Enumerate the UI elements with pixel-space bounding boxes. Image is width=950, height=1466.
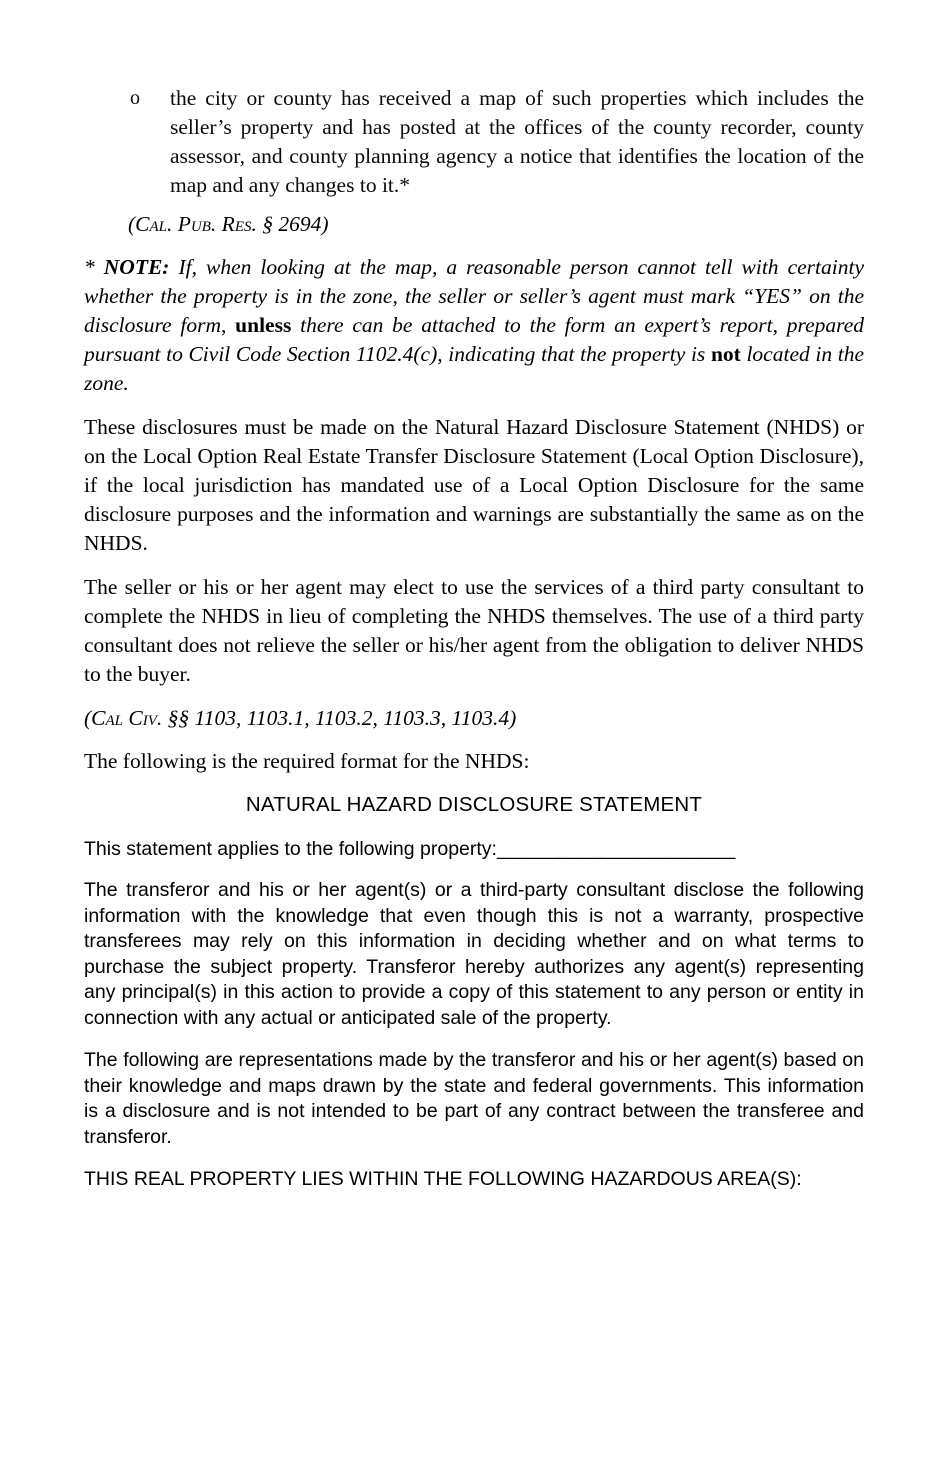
citation-part1-rest: al. [149, 212, 173, 236]
citation-part3-rest: es. [234, 212, 257, 236]
hazard-area-heading: THIS REAL PROPERTY LIES WITHIN THE FOLLOWING HAZARDOUS AREA(S): [84, 1168, 802, 1190]
note-body-2: there can be attached to the form an expert’s report, prepared pursuant to Civil Code Section 1102.4(c), indicating that the property is [84, 313, 864, 366]
paragraph-representations: The following are representations made by the transferor and his or her agent(s) based on their knowledge and maps drawn by the state and federal governments. This information is a disclosure and is not intended to be part of any contract between the transferee and transferor. [84, 1049, 864, 1148]
list-item-map-posted [84, 84, 864, 200]
citation-cal-pub-res [84, 210, 864, 239]
bullet-circle-icon: o [130, 87, 140, 109]
citation-open-paren: ( [128, 212, 136, 236]
note-body-1: If, when looking at the map, a reasonable person cannot tell with certainty whether the property is in the zone, the seller or seller’s agent must mark “YES” on the disclosure form, [84, 255, 864, 337]
citation-civ-part2-rest: iv. [142, 706, 163, 730]
paragraph-disclosures: These disclosures must be made on the Natural Hazard Disclosure Statement (NHDS) or on the Local Option Real Estate Transfer Disclosure Statement (Local Option Disclosure), if the local jurisdiction has mandated use of a Local Option Disclosure for the same disclosure purposes and the information and warnings are substantially the same as on the NHDS. [84, 415, 864, 555]
citation-part3-first: R [221, 212, 235, 236]
list-item-text: the city or county has received a map of such properties which includes the seller’s property and has posted at the offices of the county recorder, county assessor, and county planning agency a notice that identifies the location of the map and any changes to it.* [170, 86, 864, 197]
citation-civ-part1-first: C [91, 706, 106, 730]
property-label: This statement applies to the following property: [84, 838, 497, 860]
citation-civ-open-paren: ( [84, 706, 92, 730]
citation-section-number: § 2694) [262, 212, 329, 236]
note-emphasis-unless: unless [235, 313, 292, 337]
citation-civ-section-numbers: §§ 1103, 1103.1, 1103.2, 1103.3, 1103.4) [167, 706, 517, 730]
property-statement-line [84, 836, 864, 862]
form-title-nhds: NATURAL HAZARD DISCLOSURE STATEMENT [245, 793, 703, 816]
note-label: NOTE: [103, 255, 170, 279]
citation-part1-first: C [135, 212, 150, 236]
nhds-form-section [84, 791, 864, 1193]
note-paragraph [84, 253, 864, 398]
citation-part2-rest: ub. [190, 212, 217, 236]
intro-required-format-line: The following is the required format for the NHDS: [84, 749, 530, 773]
citation-civ-part2-first: C [128, 706, 143, 730]
paragraph-consultant: The seller or his or her agent may elect to use the services of a third party consultant to complete the NHDS in lieu of completing the NHDS themselves. The use of a third party consultant does not relieve the seller or his/her agent from the obligation to deliver NHDS to the buyer. [84, 575, 864, 686]
note-asterisk: * [84, 255, 104, 279]
paragraph-transferor-disclosure: The transferor and his or her agent(s) or a third-party consultant disclose the following information with the knowledge that even though this is not a warranty, prospective transferees may rely on this information in deciding whether and on what terms to purchase the subject property. Transferor hereby authorizes any agent(s) representing any principal(s) in this action to provide a copy of this statement to any person or entity in connection with any actual or anticipated sale of the property. [84, 879, 864, 1029]
note-body-3: located in the zone. [84, 342, 864, 395]
property-blank-field[interactable]: _______________________ [496, 838, 735, 860]
citation-part2-first: P [177, 212, 191, 236]
citation-cal-civ [84, 704, 864, 733]
note-emphasis-not: not [710, 342, 741, 366]
citation-civ-part1-rest: al [105, 706, 124, 730]
